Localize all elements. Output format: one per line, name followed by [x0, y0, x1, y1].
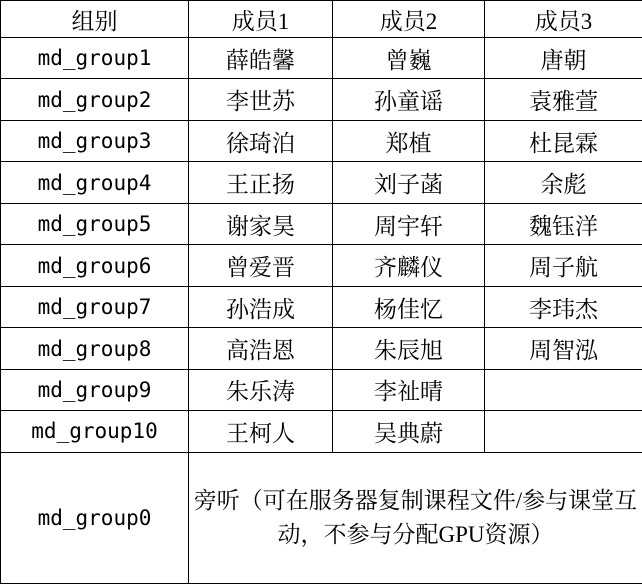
table-body: [1, 38, 642, 584]
table-row: [1, 38, 642, 79]
member-name: 唐朝: [485, 38, 642, 79]
member-name: 吴典蔚: [333, 411, 485, 452]
member-name: 李祉晴: [333, 369, 485, 410]
member-name: 齐麟仪: [333, 245, 485, 286]
member-name: 朱辰旭: [333, 328, 485, 369]
member-name: 杜昆霖: [485, 120, 642, 161]
table-row: [1, 369, 642, 410]
member-name: 谢家昊: [189, 203, 333, 244]
member-name: 孙浩成: [189, 286, 333, 327]
column-header-member1: 成员1: [189, 1, 333, 38]
member-name: 李玮杰: [485, 286, 642, 327]
table-row: [1, 162, 642, 203]
column-header-member3: 成员3: [485, 1, 642, 38]
group-name: md_group10: [1, 411, 189, 452]
group-name: md_group4: [1, 162, 189, 203]
member-name: 袁雅萱: [485, 79, 642, 120]
table-row: [1, 411, 642, 452]
group-name: md_group8: [1, 328, 189, 369]
member-name: 薛皓馨: [189, 38, 333, 79]
member-name: 周宇轩: [333, 203, 485, 244]
group-name: md_group2: [1, 79, 189, 120]
member-name: 魏钰洋: [485, 203, 642, 244]
group-name: md_group3: [1, 120, 189, 161]
table-row: [1, 203, 642, 244]
member-name: 李世苏: [189, 79, 333, 120]
column-header-group: 组别: [1, 1, 189, 38]
member-name: 徐琦泊: [189, 120, 333, 161]
group-name: md_group5: [1, 203, 189, 244]
member-name: 杨佳忆: [333, 286, 485, 327]
group-name: md_group6: [1, 245, 189, 286]
member-name: 余彪: [485, 162, 642, 203]
group-name: md_group0: [1, 452, 189, 583]
table-row: [1, 120, 642, 161]
table-header: [1, 1, 642, 38]
member-name: 周子航: [485, 245, 642, 286]
header-row: [1, 1, 642, 38]
member-name-empty: [485, 369, 642, 410]
member-name: 郑植: [333, 120, 485, 161]
group-name: md_group9: [1, 369, 189, 410]
member-name: 周智泓: [485, 328, 642, 369]
member-name: 王柯人: [189, 411, 333, 452]
member-name-empty: [485, 411, 642, 452]
table-row-note: [1, 452, 642, 583]
table-row: [1, 286, 642, 327]
member-name: 孙童谣: [333, 79, 485, 120]
member-name: 朱乐涛: [189, 369, 333, 410]
table-row: [1, 328, 642, 369]
table-row: [1, 245, 642, 286]
member-name: 曾爱晋: [189, 245, 333, 286]
member-name: 王正扬: [189, 162, 333, 203]
member-name: 曾巍: [333, 38, 485, 79]
audit-note: 旁听（可在服务器复制课程文件/参与课堂互动，不参与分配GPU资源）: [189, 452, 642, 583]
group-name: md_group7: [1, 286, 189, 327]
table-row: [1, 79, 642, 120]
member-name: 高浩恩: [189, 328, 333, 369]
column-header-member2: 成员2: [333, 1, 485, 38]
member-name: 刘子菡: [333, 162, 485, 203]
group-name: md_group1: [1, 38, 189, 79]
